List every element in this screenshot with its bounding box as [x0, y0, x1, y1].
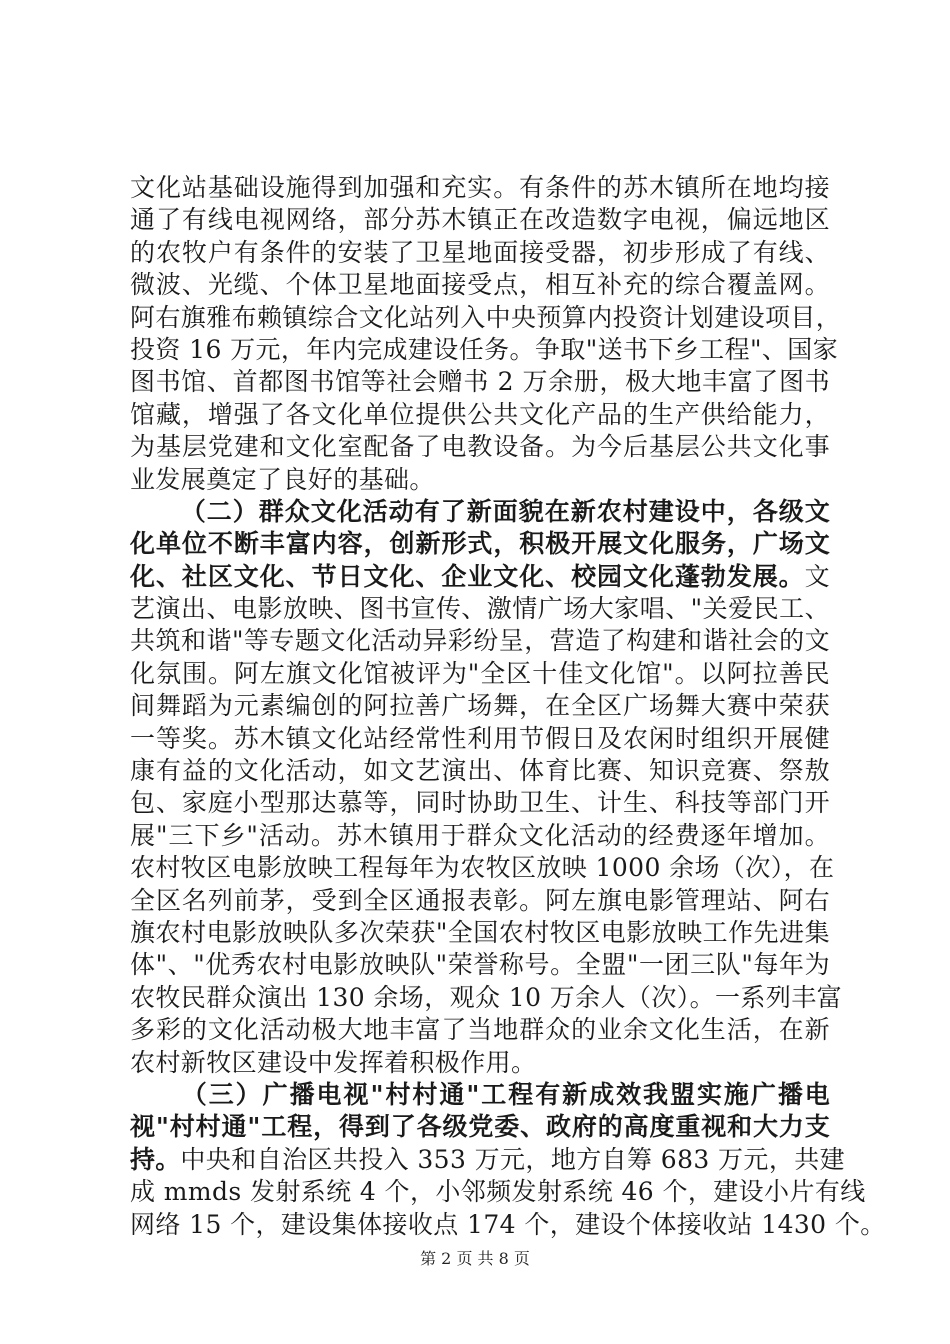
body-text: 艺演出、电影放映、图书宣传、激情广场大家唱、"关爱民工、	[130, 594, 830, 624]
text-line	[130, 1047, 830, 1079]
text-line	[130, 852, 835, 884]
body-text: 化氛围。阿左旗文化馆被评为"全区十佳文化馆"。以阿拉善民	[130, 658, 830, 688]
body-text: 文	[804, 561, 830, 591]
section-heading-text: 视"村村通"工程，得到了各级党委、政府的高度重视和大力支	[130, 1112, 830, 1142]
document-body	[130, 172, 886, 1241]
body-text: 间舞蹈为元素编创的阿拉善广场舞，在全区广场舞大赛中荣获	[130, 691, 830, 721]
text-line	[130, 593, 830, 625]
text-line	[130, 982, 843, 1014]
body-text: 展"三下乡"活动。苏木镇用于群众文化活动的经费逐年增加。	[130, 820, 830, 850]
text-line	[130, 1014, 830, 1046]
body-text: 投资 16 万元，年内完成建设任务。争取"送书下乡工程"、国家	[130, 334, 839, 364]
text-line	[130, 1144, 846, 1176]
text-line	[130, 1209, 886, 1241]
text-line	[130, 366, 830, 398]
text-line	[130, 399, 830, 431]
text-line	[130, 917, 830, 949]
body-text: 图书馆、首都图书馆等社会赠书 2 万余册，极大地丰富了图书	[130, 367, 830, 397]
text-line	[130, 269, 830, 301]
text-line	[130, 690, 830, 722]
text-line	[130, 723, 830, 755]
body-text: 农村牧区电影放映工程每年为农牧区放映 1000 余场（次），在	[130, 853, 835, 883]
text-line	[130, 237, 830, 269]
text-line	[130, 431, 830, 463]
section-heading-text: 持。	[130, 1144, 181, 1174]
body-text: 中央和自治区共投入 353 万元，地方自筹 683 万元，共建	[180, 1144, 846, 1174]
body-text: 包、家庭小型那达慕等，同时协助卫生、计生、科技等部门开	[130, 788, 830, 818]
body-text: 的农牧户有条件的安装了卫星地面接受器，初步形成了有线、	[130, 237, 830, 267]
body-text: 网络 15 个，建设集体接收点 174 个，建设个体接收站 1430 个。	[130, 1209, 886, 1239]
text-line	[130, 1176, 866, 1208]
body-text: 旗农村电影放映队多次荣获"全国农村牧区电影放映工作先进集	[130, 917, 830, 947]
page-footer: 第 2 页 共 8 页	[420, 1249, 530, 1268]
text-line	[130, 658, 830, 690]
body-text: 农村新牧区建设中发挥着积极作用。	[130, 1047, 537, 1077]
section-heading-text: 化单位不断丰富内容，创新形式，积极开展文化服务，广场文	[130, 529, 830, 559]
body-text: 阿右旗雅布赖镇综合文化站列入中央预算内投资计划建设项目，	[130, 302, 842, 332]
body-text: 农牧民群众演出 130 余场，观众 10 万余人（次）。一系列丰富	[130, 982, 843, 1012]
body-text: 业发展奠定了良好的基础。	[130, 464, 435, 494]
text-line	[130, 885, 830, 917]
section-heading-text: （二）群众文化活动有了新面貌在新农村建设中，各级文	[180, 496, 830, 526]
text-line	[130, 464, 830, 496]
body-text: 体"、"优秀农村电影放映队"荣誉称号。全盟"一团三队"每年为	[130, 950, 830, 980]
body-text: 全区名列前茅，受到全区通报表彰。阿左旗电影管理站、阿右	[130, 885, 830, 915]
body-text: 一等奖。苏木镇文化站经常性利用节假日及农闲时组织开展健	[130, 723, 830, 753]
body-text: 多彩的文化活动极大地丰富了当地群众的业余文化生活，在新	[130, 1015, 830, 1045]
body-text: 成 mmds 发射系统 4 个，小邻频发射系统 46 个，建设小片有线	[130, 1177, 866, 1207]
text-line	[130, 755, 830, 787]
section-heading-text: 化、社区文化、节日文化、企业文化、校园文化蓬勃发展。	[130, 561, 805, 591]
text-line	[130, 625, 830, 657]
body-text: 馆藏，增强了各文化单位提供公共文化产品的生产供给能力，	[130, 399, 830, 429]
text-line	[130, 528, 830, 560]
body-text: 文化站基础设施得到加强和充实。有条件的苏木镇所在地均接	[130, 173, 830, 202]
body-text: 共筑和谐"等专题文化活动异彩纷呈，营造了构建和谐社会的文	[130, 626, 830, 656]
text-line	[130, 496, 830, 528]
body-text: 康有益的文化活动，如文艺演出、体育比赛、知识竞赛、祭敖	[130, 756, 830, 786]
body-text: 为基层党建和文化室配备了电教设备。为今后基层公共文化事	[130, 432, 830, 462]
text-line	[130, 820, 830, 852]
text-line	[130, 787, 830, 819]
text-line	[130, 949, 830, 981]
text-line	[130, 172, 830, 204]
body-text: 通了有线电视网络，部分苏木镇正在改造数字电视，偏远地区	[130, 205, 830, 235]
section-heading-text: （三）广播电视"村村通"工程有新成效我盟实施广播电	[180, 1079, 830, 1109]
text-line	[130, 334, 839, 366]
text-line	[130, 1111, 830, 1143]
body-text: 微波、光缆、个体卫星地面接受点，相互补充的综合覆盖网。	[130, 270, 830, 300]
text-line	[130, 1079, 830, 1111]
text-line	[130, 302, 842, 334]
text-line	[130, 561, 830, 593]
text-line	[130, 204, 830, 236]
